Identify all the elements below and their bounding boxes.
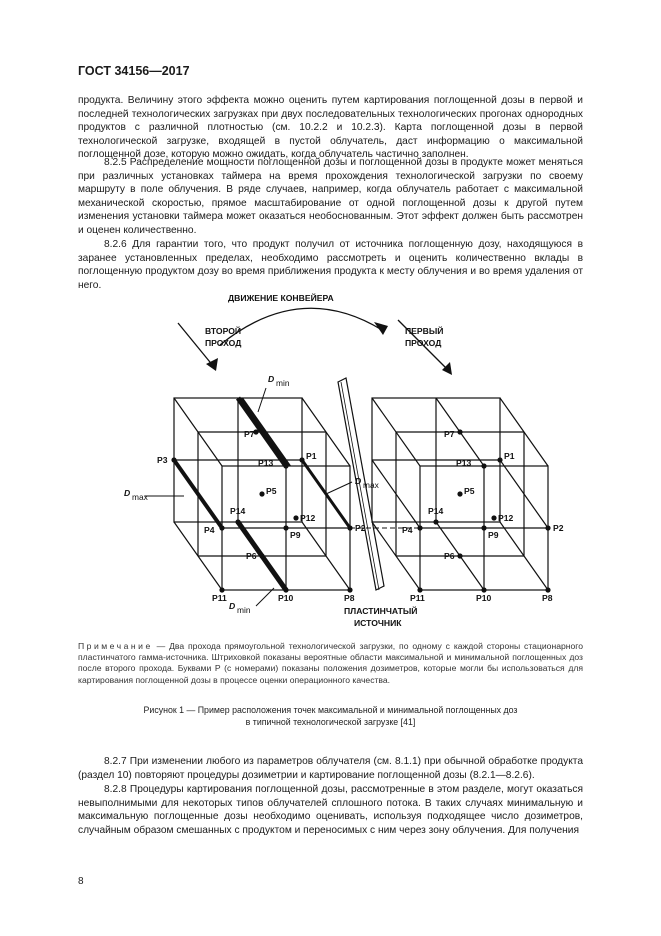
point-label-right-p7: P7 — [444, 429, 455, 439]
d-min-label-bottom — [229, 588, 274, 615]
paragraph-8-2-5: 8.2.5 Распределение мощности поглощенной дозы и поглощенной дозы в продукте может меняться при различных установках таймера на время прохождения технологической загрузки по своему маршруту в поле облучения. В ряде случаев, например, когда облучатель работает с максимальной механической скоростью, прямое масштабирование от одной поглощенной дозы к другой путем изменения установки таймера может оказаться необоснованным. Этот эффект должен быть рассмотрен и оценен количественно. — [78, 157, 583, 236]
page-number: 8 — [78, 876, 84, 887]
source-label-2: ИСТОЧНИК — [354, 618, 402, 628]
point-label-right-p9: P9 — [488, 530, 499, 540]
point-label-p12: P12 — [300, 513, 316, 523]
point-label-right-p5: P5 — [464, 486, 475, 496]
svg-text:D: D — [229, 601, 236, 611]
paragraph-8-2-8: 8.2.8 Процедуры картирования поглощенной дозы, рассмотренные в этом разделе, могут оказаться невыполнимыми для некоторых типов облучателей сплошного потока. В таких случаях минимальную и максимальную поглощенные дозы необходимо оценивать, используя подходящее число дозиметров, случайным образом смешанных с продуктом и переносимых с ним через зону облучения. Для получения — [78, 784, 583, 836]
note-label: Примечание — [78, 641, 153, 651]
point-label-p4: P4 — [204, 525, 215, 535]
conveyor-label: ДВИЖЕНИЕ КОНВЕЙЕРА — [228, 293, 334, 303]
conveyor-arc — [220, 308, 382, 345]
point-label-p7: P7 — [244, 429, 255, 439]
point-label-p1: P1 — [306, 451, 317, 461]
point-label-p3: P3 — [157, 455, 168, 465]
source-label-1: ПЛАСТИНЧАТЫЙ — [344, 606, 418, 616]
svg-text:max: max — [363, 480, 379, 490]
second-pass-label-2: ПРОХОД — [205, 338, 242, 348]
svg-text:min: min — [237, 605, 251, 615]
paragraph-8-2-6: 8.2.6 Для гарантии того, что продукт получил от источника поглощенную дозу, находящуюся в заранее установленных пределах, необходимо рассмотреть и оценить количественно вклады в поглощенную продуктом дозу во время приближения продукта к месту облучения и во время удаления от него. — [78, 239, 583, 291]
paragraph-8-2-7: 8.2.7 При изменении любого из параметров облучателя (см. 8.1.1) при обычной обработке продукта (раздел 10) повторяют процедуры дозиметрии и картирование поглощенной дозы (8.2.1—8.2.6). — [78, 756, 583, 781]
point-label-p9: P9 — [290, 530, 301, 540]
caption-line-1: Рисунок 1 — Пример расположения точек максимальной и минимальной поглощенных доз — [143, 705, 518, 715]
svg-text:min: min — [276, 378, 290, 388]
point-label-right-p4: P4 — [402, 525, 413, 535]
figure-note — [78, 641, 583, 686]
min-dose-region — [238, 460, 350, 590]
note-text: — Два прохода прямоугольной технологической загрузки, по одному с каждой стороны стационарного пластинчатого гамма-источника. Штриховкой показаны вероятные области максимальной и минимальной поглощенных доз после второго прохода. Буквами P (с номерами) показаны положения дозиметров, которые могли бы использоваться для картирования поглощенной дозы в процессе оценки операционного качества. — [78, 641, 583, 685]
d-min-label-top — [258, 374, 290, 412]
document-header: ГОСТ 34156—2017 — [78, 64, 190, 78]
svg-text:D: D — [355, 476, 362, 486]
first-pass-arrowhead — [442, 362, 452, 375]
svg-text:D: D — [124, 488, 131, 498]
first-pass-label-2: ПРОХОД — [405, 338, 442, 348]
point-label-right-p13: P13 — [456, 458, 472, 468]
point-label-right-p6: P6 — [444, 551, 455, 561]
svg-text:max: max — [132, 492, 148, 502]
point-label-right-p12: P12 — [498, 513, 514, 523]
point-label-right-p8: P8 — [542, 593, 553, 603]
point-label-p6: P6 — [246, 551, 257, 561]
first-pass-label-1: ПЕРВЫЙ — [405, 326, 444, 336]
point-label-p2: P2 — [355, 523, 366, 533]
point-label-right-p10: P10 — [476, 593, 492, 603]
point-label-right-p11: P11 — [410, 593, 425, 603]
caption-line-2: в типичной технологической загрузке [41] — [245, 717, 416, 727]
point-label-p10: P10 — [278, 593, 294, 603]
point-label-right-p2: P2 — [553, 523, 564, 533]
d-max-label-left — [124, 488, 184, 502]
point-label-p11: P11 — [212, 593, 227, 603]
svg-text:D: D — [268, 374, 275, 384]
second-pass-label-1: ВТОРОЙ — [205, 326, 242, 336]
point-label-p13: P13 — [258, 458, 274, 468]
conveyor-arrowhead — [374, 322, 388, 335]
point-label-p14: P14 — [230, 506, 246, 516]
figure-caption — [78, 704, 583, 728]
point-label-p8: P8 — [344, 593, 355, 603]
point-label-p5: P5 — [266, 486, 277, 496]
point-label-right-p1: P1 — [504, 451, 515, 461]
point-label-right-p14: P14 — [428, 506, 444, 516]
paragraph-continued: продукта. Величину этого эффекта можно оценить путем картирования поглощенной дозы в первой и последней технологических загрузках при двух последовательных технологических прогонах однородных продуктов с различной плотностью (см. 10.2.2 и 10.2.3). Карта поглощенной дозы в первой технологической загрузке, входящей в пустой облучатель, даст информацию о максимальной поглощенной дозе, которую можно ожидать, когда облучатель частично заполнен. — [78, 95, 583, 160]
